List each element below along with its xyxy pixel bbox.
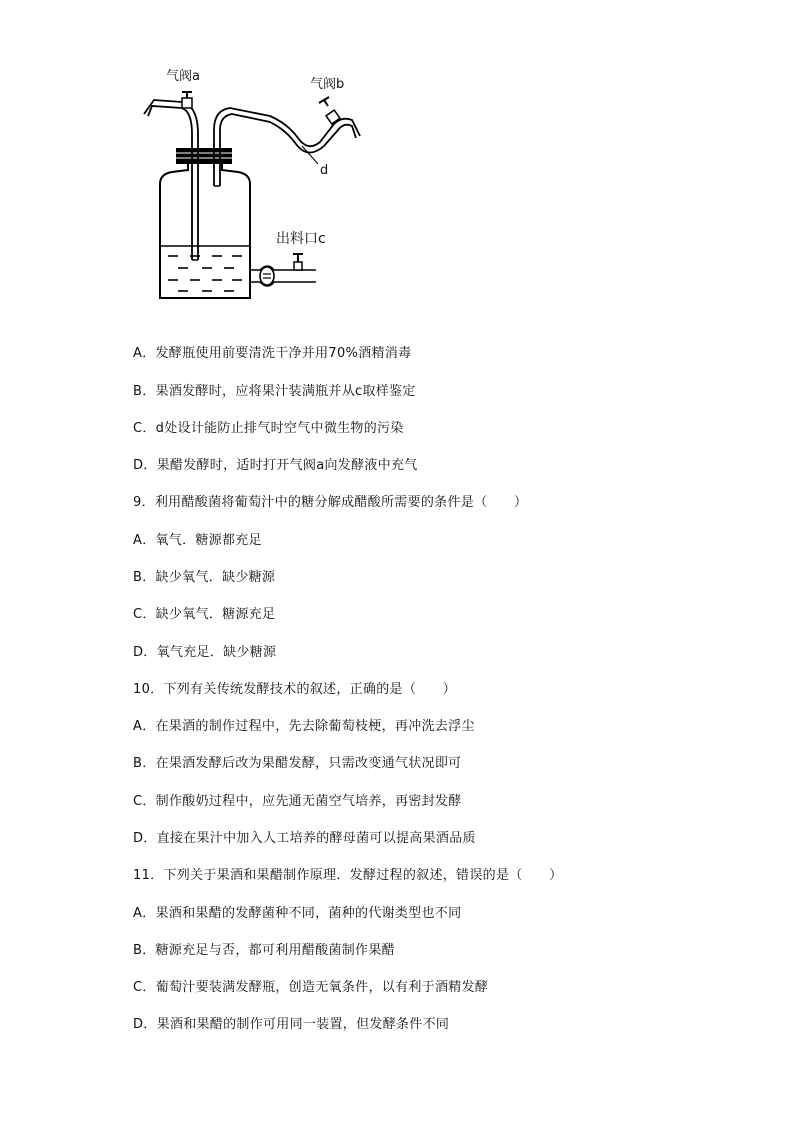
q10-option-b: B．在果酒发酵后改为果醋发酵，只需改变通气状况即可 <box>133 756 462 771</box>
q8-option-b: B．果酒发酵时，应将果汁装满瓶并从c取样鉴定 <box>133 384 416 399</box>
bottle-body <box>160 162 250 298</box>
q9-option-c: C．缺少氧气．糖源充足 <box>133 607 276 622</box>
q11-stem: 11．下列关于果酒和果醋制作原理．发酵过程的叙述，错误的是（ ） <box>133 868 563 883</box>
q10-option-a: A．在果酒的制作过程中，先去除葡萄枝梗，再冲洗去浮尘 <box>133 719 475 734</box>
bottle-cap <box>176 148 232 164</box>
pointer-d <box>302 146 318 164</box>
outlet-c-label: 出料口c <box>276 231 326 247</box>
q8-option-d: D．果醋发酵时，适时打开气阀a向发酵液中充气 <box>133 458 418 473</box>
q9-option-a: A．氧气．糖源都充足 <box>133 533 262 548</box>
tube-d-label: d <box>320 163 329 178</box>
inlet-tube <box>148 106 192 260</box>
valve-b-icon <box>319 97 340 124</box>
q10-stem: 10．下列有关传统发酵技术的叙述，正确的是（ ） <box>133 682 457 697</box>
valve-a-icon <box>182 92 192 108</box>
q9-stem: 9．利用醋酸菌将葡萄汁中的糖分解成醋酸所需要的条件是（ ） <box>133 495 528 510</box>
valve-b-label: 气阀b <box>310 77 345 92</box>
q10-option-d: D．直接在果汁中加入人工培养的酵母菌可以提高果酒品质 <box>133 831 476 846</box>
outlet-c-icon <box>250 254 316 286</box>
q11-option-d: D．果酒和果醋的制作可用同一装置，但发酵条件不同 <box>133 1017 450 1032</box>
q11-option-b: B．糖源充足与否，都可利用醋酸菌制作果醋 <box>133 943 395 958</box>
fermentation-apparatus-figure <box>130 60 390 310</box>
q11-option-c: C．葡萄汁要装满发酵瓶，创造无氧条件，以有利于酒精发酵 <box>133 980 489 995</box>
q8-option-c: C．d处设计能防止排气时空气中微生物的污染 <box>133 421 404 436</box>
liquid-dashes <box>168 256 242 291</box>
q11-option-a: A．果酒和果醋的发酵菌种不同，菌种的代谢类型也不同 <box>133 906 462 921</box>
q9-option-d: D．氧气充足．缺少糖源 <box>133 645 277 660</box>
q9-option-b: B．缺少氧气．缺少糖源 <box>133 570 276 585</box>
fermentation-bottle-diagram <box>130 60 390 310</box>
valve-a-label: 气阀a <box>166 69 200 84</box>
q10-option-c: C．制作酸奶过程中，应先通无菌空气培养，再密封发酵 <box>133 794 462 809</box>
q8-option-a: A．发酵瓶使用前要清洗干净并用70%酒精消毒 <box>133 346 412 361</box>
